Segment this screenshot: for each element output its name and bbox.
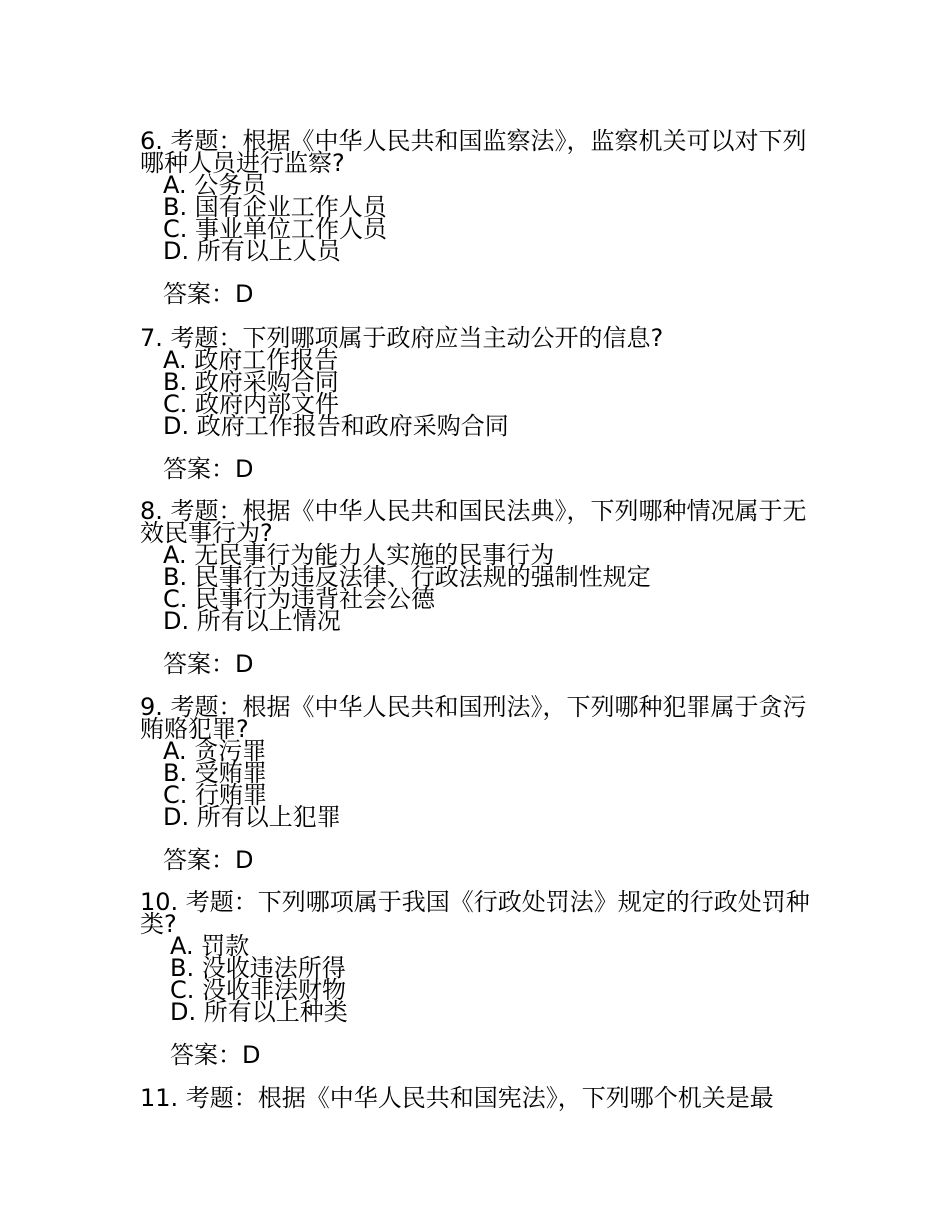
- options-list: [140, 171, 820, 265]
- answer: 答案：D: [163, 650, 254, 678]
- option-d: D. 政府工作报告和政府采购合同: [163, 412, 509, 440]
- option-a: A. 无民事行为能力人实施的民事行为: [163, 541, 555, 569]
- options-list: [140, 346, 820, 440]
- question-body: 下列哪项属于政府应当主动公开的信息?: [242, 324, 664, 352]
- option-b: B. 政府采购合同: [163, 368, 339, 396]
- question-number: 10. 考题：: [140, 888, 258, 916]
- question-body: 根据《中华人民共和国宪法》，下列哪个机关是最: [257, 1084, 774, 1112]
- question-8: [140, 497, 820, 678]
- question-text: [140, 693, 820, 743]
- option-d: D. 所有以上种类: [170, 998, 348, 1026]
- question-text: [140, 127, 820, 177]
- option-b: B. 国有企业工作人员: [163, 193, 387, 221]
- option-c: C. 政府内部文件: [163, 390, 340, 418]
- question-body: 下列哪项属于我国《行政处罚法》规定的行政处罚种类?: [140, 888, 810, 938]
- question-11: [140, 1084, 820, 1112]
- question-body: 根据《中华人民共和国民法典》，下列哪种情况属于无效民事行为?: [140, 497, 807, 547]
- question-number: 7. 考题：: [140, 324, 243, 352]
- question-text: [140, 1084, 820, 1112]
- option-a: A. 罚款: [170, 932, 250, 960]
- question-9: [140, 693, 820, 874]
- answer: 答案：D: [163, 280, 254, 308]
- question-number: 9. 考题：: [140, 693, 243, 721]
- question-number: 6. 考题：: [140, 127, 243, 155]
- question-text: [140, 888, 820, 938]
- options-list: [140, 541, 820, 635]
- option-b: B. 没收违法所得: [170, 954, 346, 982]
- question-body: 根据《中华人民共和国刑法》，下列哪种犯罪属于贪污贿赂犯罪?: [140, 693, 807, 743]
- option-d: D. 所有以上人员: [163, 237, 341, 265]
- answer: 答案：D: [163, 455, 254, 483]
- option-c: C. 事业单位工作人员: [163, 215, 388, 243]
- question-10: [140, 888, 820, 1069]
- question-body: 根据《中华人民共和国监察法》，监察机关可以对下列哪种人员进行监察?: [140, 127, 807, 177]
- option-c: C. 行贿罪: [163, 781, 268, 809]
- question-number: 11. 考题：: [140, 1084, 258, 1112]
- option-a: A. 贪污罪: [163, 737, 267, 765]
- option-b: B. 受贿罪: [163, 759, 267, 787]
- answer: 答案：D: [170, 1041, 261, 1069]
- option-b: B. 民事行为违反法律、行政法规的强制性规定: [163, 563, 651, 591]
- options-list: [140, 737, 820, 831]
- question-text: [140, 497, 820, 547]
- question-7: [140, 324, 820, 483]
- option-c: C. 民事行为违背社会公德: [163, 585, 436, 613]
- option-d: D. 所有以上犯罪: [163, 803, 341, 831]
- option-c: C. 没收非法财物: [170, 976, 347, 1004]
- question-number: 8. 考题：: [140, 497, 243, 525]
- answer: 答案：D: [163, 846, 254, 874]
- option-a: A. 政府工作报告: [163, 346, 339, 374]
- options-list: [140, 932, 820, 1026]
- option-a: A. 公务员: [163, 171, 267, 199]
- question-6: [140, 127, 820, 308]
- option-d: D. 所有以上情况: [163, 607, 341, 635]
